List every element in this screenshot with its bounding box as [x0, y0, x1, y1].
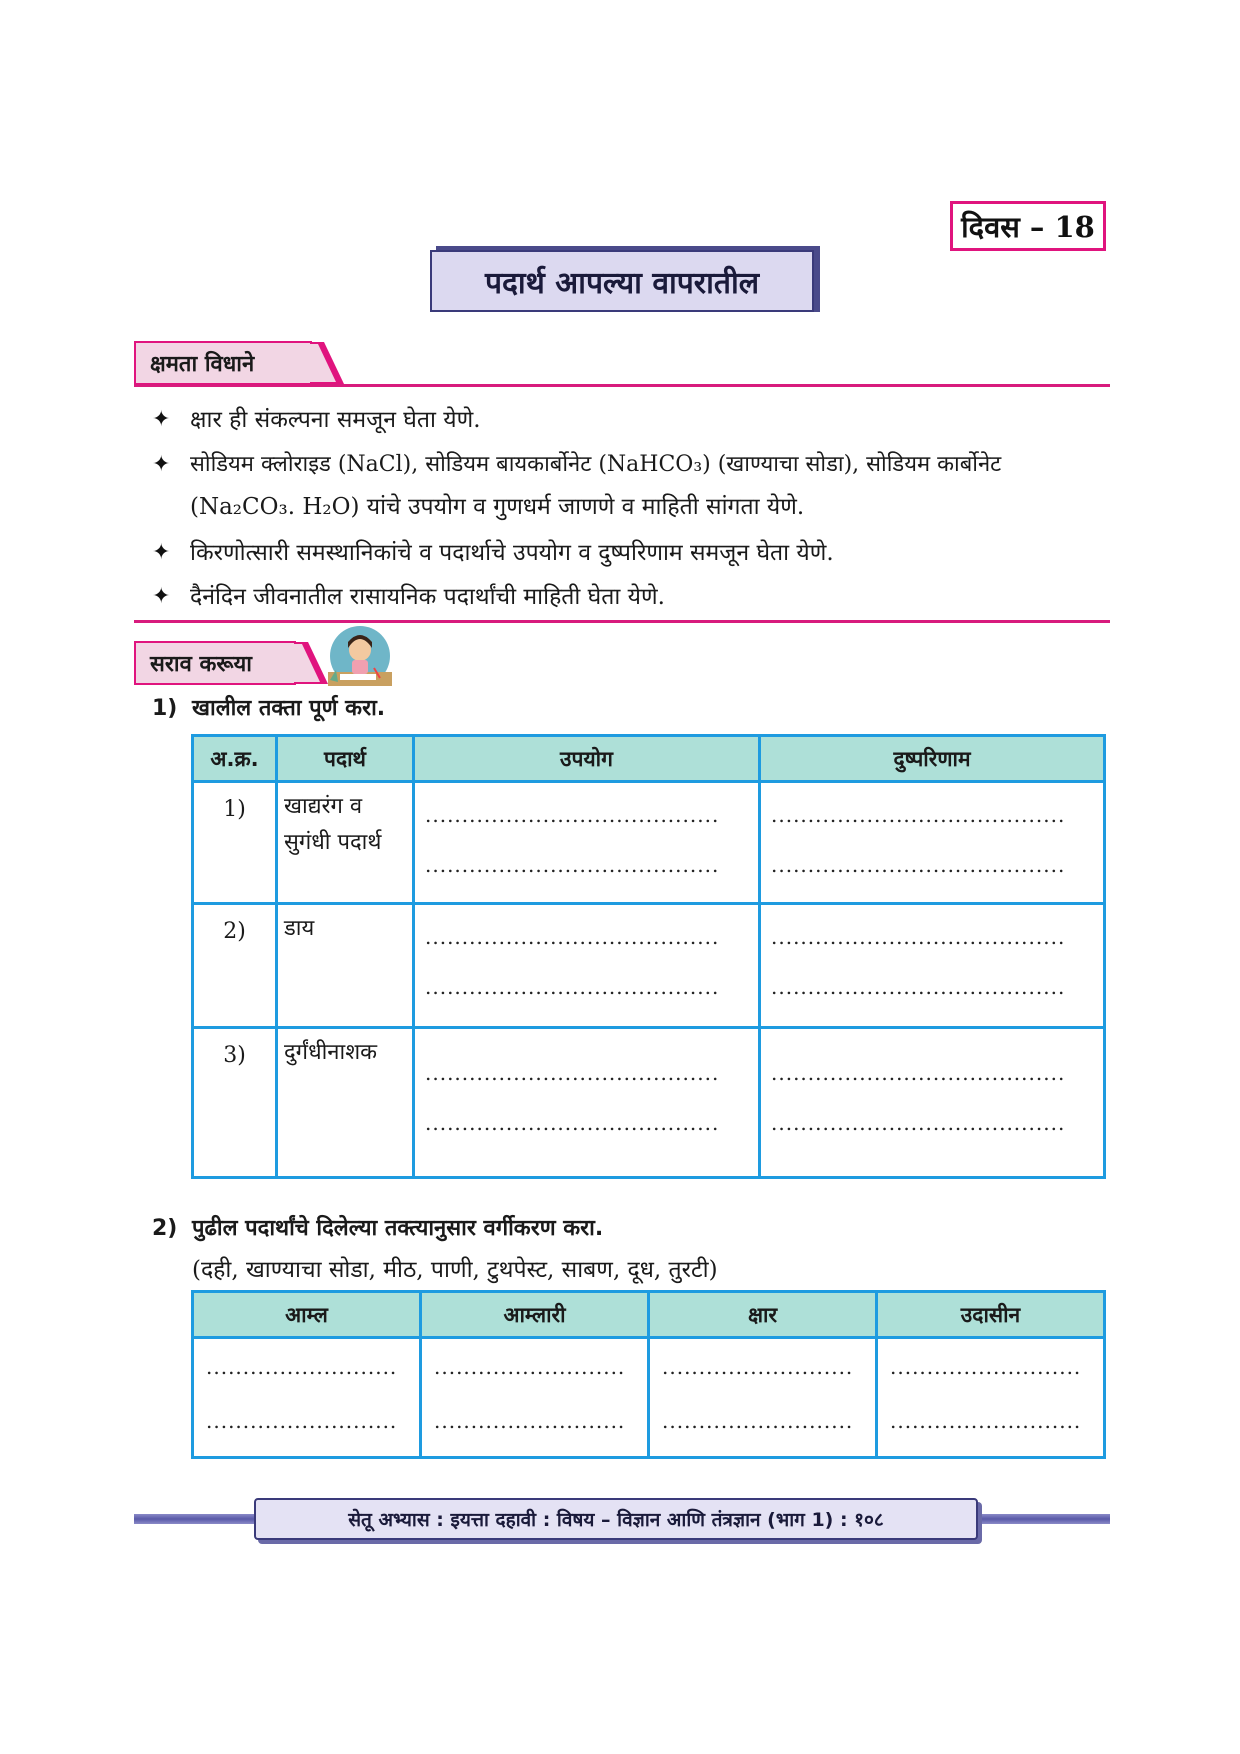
base-answer-cell[interactable]: .......................... .......................... — [421, 1338, 649, 1458]
uses-answer-cell[interactable]: ........................................ ........................................ — [414, 904, 760, 1028]
table-row — [193, 1338, 1105, 1458]
row-number: 3) — [193, 1028, 277, 1178]
table-row — [193, 1028, 1105, 1178]
star-bullet-icon: ✦ — [152, 540, 171, 565]
question-2-items: (दही, खाण्याचा सोडा, मीठ, पाणी, टुथपेस्ट, साबण, दूध, तुरटी) — [192, 1257, 718, 1283]
competency-bottom-rule — [134, 620, 1110, 623]
competency-top-rule — [134, 384, 1110, 387]
acid-answer-cell[interactable]: .......................... .......................... — [193, 1338, 421, 1458]
question-1: 1) खालील तक्ता पूर्ण करा. — [152, 696, 386, 721]
page-footer: सेतू अभ्यास : इयत्ता दहावी : विषय – विज्ञान आणि तंत्रज्ञान (भाग 1) : १०८ — [254, 1498, 978, 1540]
star-bullet-icon: ✦ — [152, 584, 171, 609]
page-title: पदार्थ आपल्या वापरातील — [430, 250, 814, 312]
substance-cell: डाय — [277, 904, 414, 1028]
header-substance: पदार्थ — [277, 736, 414, 782]
header-neutral: उदासीन — [877, 1292, 1105, 1338]
star-bullet-icon: ✦ — [152, 452, 171, 477]
uses-answer-cell[interactable]: ........................................ ........................................ — [414, 782, 760, 904]
star-bullet-icon: ✦ — [152, 407, 171, 432]
header-salt: क्षार — [649, 1292, 877, 1338]
header-uses: उपयोग — [414, 736, 760, 782]
practice-heading: सराव करूया — [134, 641, 296, 685]
competency-heading-tip — [310, 341, 346, 385]
day-label: दिवस – 18 — [950, 201, 1106, 251]
question-2: 2) पुढील पदार्थांचे दिलेल्या तक्त्यानुसार वर्गीकरण करा. — [152, 1216, 604, 1241]
row-number: 1) — [193, 782, 277, 904]
header-serial: अ.क्र. — [193, 736, 277, 782]
footer-line-right — [980, 1514, 1110, 1524]
header-base: आम्लारी — [421, 1292, 649, 1338]
header-harmful-effects: दुष्परिणाम — [760, 736, 1105, 782]
uses-answer-cell[interactable]: ........................................ ........................................ — [414, 1028, 760, 1178]
neutral-answer-cell[interactable]: .......................... .......................... — [877, 1338, 1105, 1458]
uses-table — [191, 734, 1106, 1179]
footer-line-left — [134, 1514, 254, 1524]
header-acid: आम्ल — [193, 1292, 421, 1338]
row-number: 2) — [193, 904, 277, 1028]
competency-heading: क्षमता विधाने — [134, 341, 312, 385]
effects-answer-cell[interactable]: ........................................ ........................................ — [760, 904, 1105, 1028]
table-row — [193, 782, 1105, 904]
classification-table — [191, 1290, 1106, 1459]
salt-answer-cell[interactable]: .......................... .......................... — [649, 1338, 877, 1458]
substance-cell: दुर्गंधीनाशक — [277, 1028, 414, 1178]
substance-cell: खाद्यरंग व सुगंधी पदार्थ — [277, 782, 414, 904]
effects-answer-cell[interactable]: ........................................ ........................................ — [760, 782, 1105, 904]
table-row — [193, 904, 1105, 1028]
girl-writing-icon — [322, 624, 396, 690]
effects-answer-cell[interactable]: ........................................ ........................................ — [760, 1028, 1105, 1178]
